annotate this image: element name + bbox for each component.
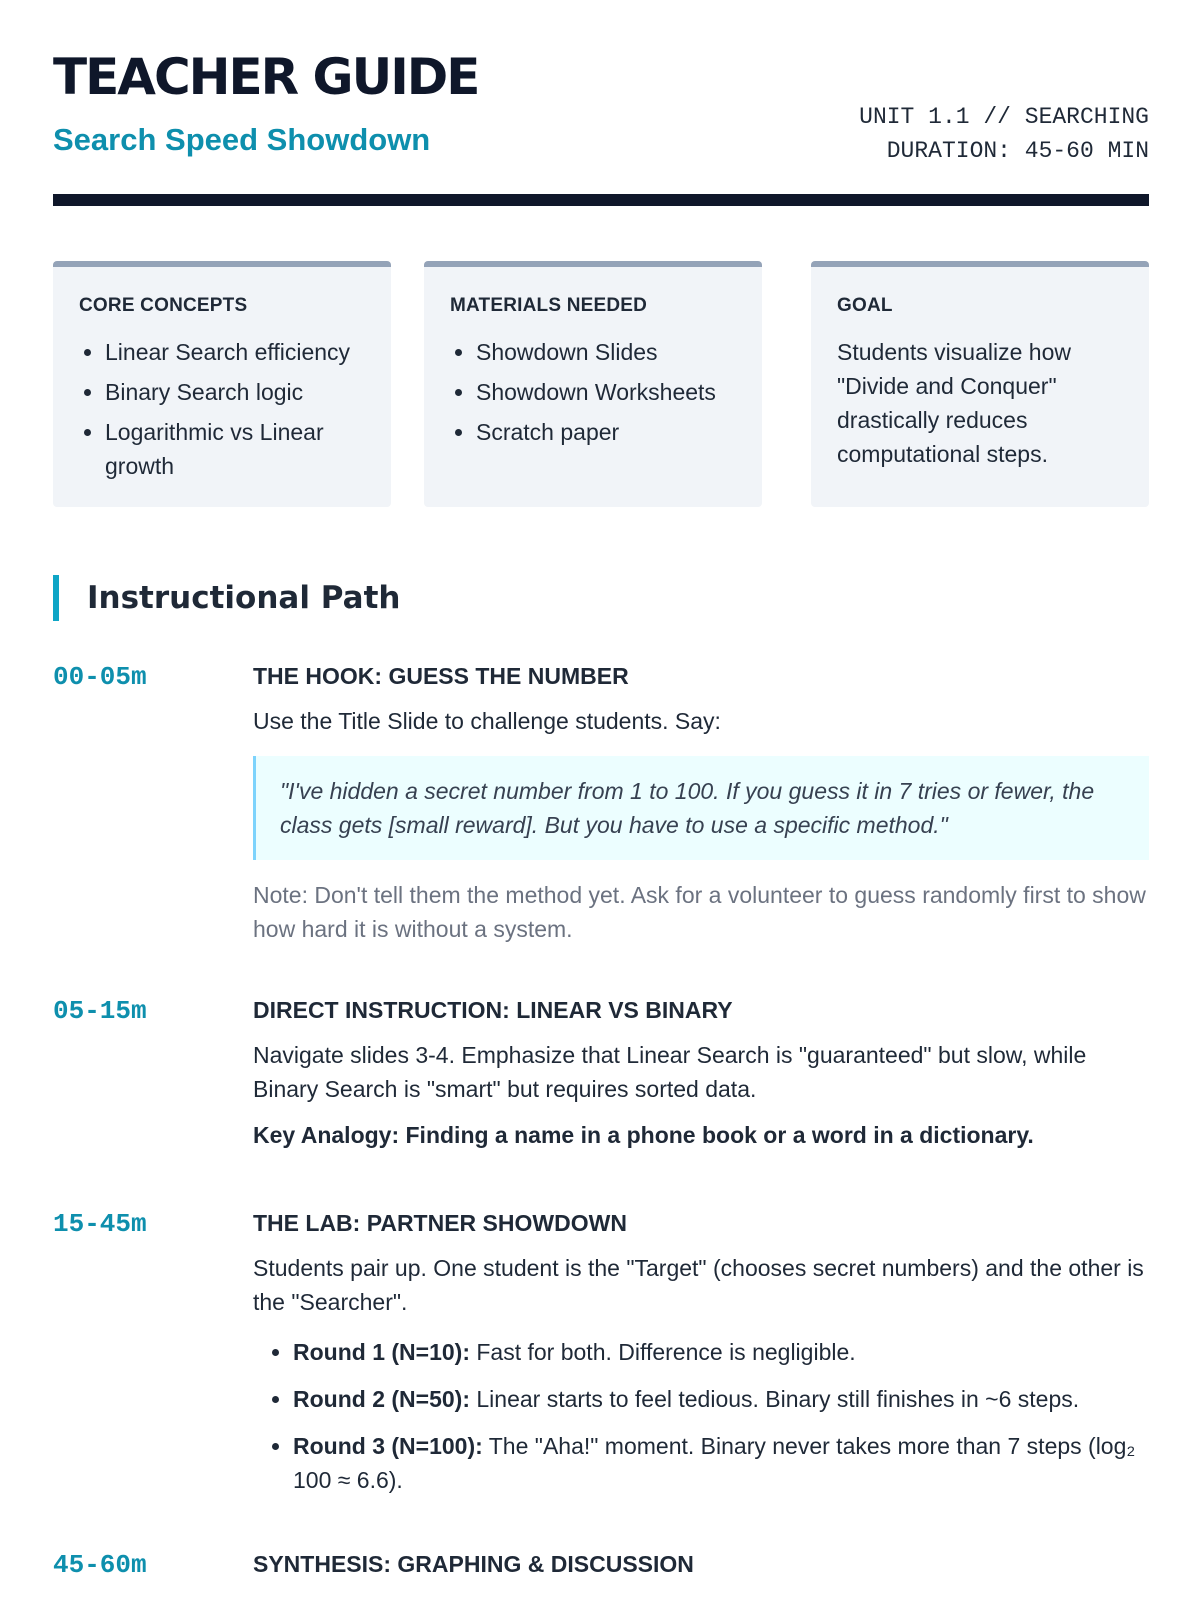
card-title: GOAL — [837, 295, 893, 316]
step-title: THE LAB: PARTNER SHOWDOWN — [253, 1210, 627, 1236]
step-body — [253, 660, 1149, 946]
info-cards — [53, 261, 1149, 507]
core-concepts-card — [53, 261, 391, 507]
step-time: 00-05m — [53, 662, 147, 692]
header-divider — [53, 194, 1149, 206]
card-title: MATERIALS NEEDED — [450, 295, 648, 316]
materials-list — [450, 335, 736, 449]
section-title: Instructional Path — [87, 580, 401, 616]
step-time: 05-15m — [53, 996, 147, 1026]
duration-label: DURATION: 45-60 MIN — [886, 138, 1149, 164]
step-body — [253, 1548, 1149, 1592]
list-item: • Showdown Slides — [476, 335, 736, 369]
round-label: Round 3 (N=100): — [293, 1433, 483, 1459]
card-title: CORE CONCEPTS — [79, 295, 248, 316]
step-text: Navigate slides 3-4. Emphasize that Linear Search is "guaranteed" but slow, while Binary Search is "smart" but requires sorted data. — [253, 1042, 1087, 1102]
round-text: Fast for both. Difference is negligible. — [469, 1339, 856, 1365]
list-item: • Scratch paper — [476, 415, 736, 449]
step-note: Note: Don't tell them the method yet. Ask for a volunteer to guess randomly first to show how hard it is without a system. — [253, 882, 1146, 942]
round-label: Round 2 (N=50): — [293, 1386, 470, 1412]
rounds-list — [253, 1335, 1149, 1497]
teacher-guide-page — [53, 0, 1149, 1580]
list-item: • Binary Search logic — [105, 375, 365, 409]
script-quote: "I've hidden a secret number from 1 to 100. If you guess it in 7 tries or fewer, the class gets [small reward]. But you have to use a specific method." — [253, 756, 1149, 860]
core-concepts-list — [79, 335, 365, 483]
step-time: 15-45m — [53, 1209, 147, 1239]
list-item: • Linear Search efficiency — [105, 335, 365, 369]
step-title: THE HOOK: GUESS THE NUMBER — [253, 663, 629, 689]
goal-card — [811, 261, 1149, 507]
step-time: 45-60m — [53, 1550, 147, 1580]
list-item: • Showdown Worksheets — [476, 375, 736, 409]
step-body — [253, 994, 1149, 1164]
unit-meta — [859, 100, 1149, 168]
list-item — [293, 1382, 1149, 1416]
page-title: TEACHER GUIDE — [53, 48, 479, 106]
step-body — [253, 1207, 1149, 1510]
list-item — [293, 1429, 1149, 1497]
round-text: The "Aha!" moment. Binary never takes more than 7 steps (log₂ 100 ≈ 6.6). — [293, 1433, 1136, 1493]
page-header — [53, 0, 1149, 210]
section-instructional-path — [53, 575, 400, 621]
key-analogy: Key Analogy: Finding a name in a phone book or a word in a dictionary. — [253, 1122, 1034, 1148]
list-item — [293, 1335, 1149, 1369]
materials-card — [424, 261, 762, 507]
round-label: Round 1 (N=10): — [293, 1339, 470, 1365]
step-title: DIRECT INSTRUCTION: LINEAR VS BINARY — [253, 997, 733, 1023]
list-item: • Logarithmic vs Linear growth — [105, 415, 365, 483]
step-title: SYNTHESIS: GRAPHING & DISCUSSION — [253, 1551, 694, 1577]
step-intro: Use the Title Slide to challenge students. Say: — [253, 708, 721, 734]
unit-label: UNIT 1.1 // SEARCHING — [859, 104, 1149, 130]
page-subtitle: Search Speed Showdown — [53, 122, 431, 157]
goal-text: Students visualize how "Divide and Conquer" drastically reduces computational steps. — [837, 339, 1071, 467]
step-text: Students pair up. One student is the "Target" (chooses secret numbers) and the other is the "Searcher". — [253, 1255, 1144, 1315]
round-text: Linear starts to feel tedious. Binary still finishes in ~6 steps. — [469, 1386, 1080, 1412]
